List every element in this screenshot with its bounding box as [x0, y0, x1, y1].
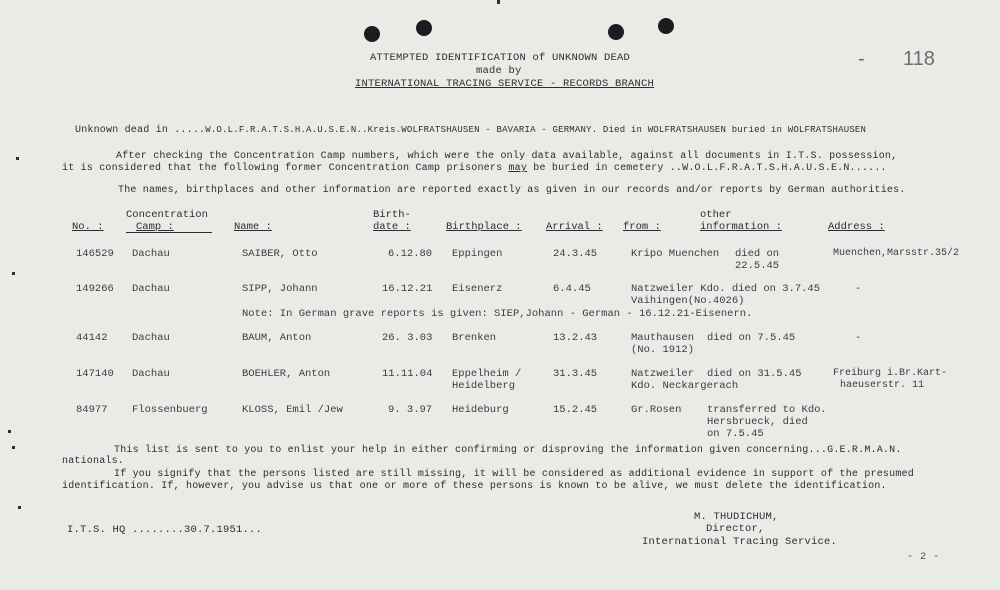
footer-paragraph-3-line2: nationals.: [62, 456, 125, 467]
header-birthdate: date :: [373, 221, 411, 233]
row4-birthplace: Eppelheim /: [452, 368, 522, 380]
signer-title: Director,: [706, 523, 765, 535]
page-mark: -: [858, 48, 865, 70]
unknown-dead-location: W.O.L.F.R.A.T.S.H.A.U.S.E.N..Kreis.WOLFRATSHAUSEN - BAVARIA - GERMANY. Died in WOLFRATSHAUSEN buried in WOLFRATSHAUSEN: [205, 125, 867, 135]
row1-birthplace: Eppingen: [452, 248, 503, 260]
row2-note: Note: In German grave reports is given: SIEP,Johann - German - 16.12.21-Eisenern.: [242, 308, 753, 320]
row1-no: 146529: [76, 248, 114, 260]
row3-info2: (No. 1912): [631, 344, 695, 356]
row3-name: BAUM, Anton: [242, 332, 312, 344]
page-footer-number: - 2 -: [907, 551, 940, 563]
margin-mark-4: [12, 446, 15, 449]
header-camp-top: Concentration: [126, 209, 208, 221]
punch-hole-2: [416, 20, 432, 36]
header-other: information :: [700, 221, 782, 233]
row1-info2: 22.5.45: [735, 260, 780, 272]
margin-mark-3: [8, 430, 11, 433]
intro-line2-prefix: it is considered that the following former Concentration Camp prisoners: [62, 163, 509, 174]
row2-name: SIPP, Johann: [242, 283, 318, 295]
unknown-dead-label: Unknown dead in .....: [75, 125, 206, 136]
row4-no: 147140: [76, 368, 114, 380]
header-from: from :: [623, 221, 661, 233]
row2-arrival: 6.4.45: [553, 283, 591, 295]
row5-from: Gr.Rosen: [631, 404, 682, 416]
row4-from: Natzweiler: [631, 368, 695, 380]
row4-address2: haeuserstr. 11: [840, 380, 925, 391]
row5-arrival: 15.2.45: [553, 404, 598, 416]
row1-camp: Dachau: [132, 248, 170, 260]
margin-mark-1: [16, 157, 19, 160]
header-organization: INTERNATIONAL TRACING SERVICE - RECORDS BRANCH: [355, 78, 655, 90]
row2-address: -: [855, 283, 862, 295]
row2-info1: Vaihingen(No.4026): [631, 295, 745, 307]
header-other-top: other: [700, 209, 732, 221]
row3-no: 44142: [76, 332, 108, 344]
punch-hole-3: [608, 24, 624, 40]
top-mark: [497, 0, 500, 4]
intro-paragraph-line2: [62, 163, 887, 174]
header-title: ATTEMPTED IDENTIFICATION of UNKNOWN DEAD: [370, 52, 631, 64]
row2-from: Natzweiler Kdo. died on 3.7.45: [631, 283, 821, 295]
signer-organization: International Tracing Service.: [642, 536, 838, 548]
hq-date: I.T.S. HQ ........30.7.1951...: [67, 524, 263, 536]
row5-birthplace: Heideburg: [452, 404, 509, 416]
page-number: 118: [903, 48, 935, 70]
row2-camp: Dachau: [132, 283, 170, 295]
row5-camp: Flossenbuerg: [132, 404, 208, 416]
header-birthdate-top: Birth-: [373, 209, 411, 221]
header-camp: Camp :: [136, 221, 174, 233]
camp-underline: [126, 222, 212, 233]
row1-address: Muenchen,Marsstr.35/2: [833, 248, 960, 259]
intro-line2-suffix: be buried in cemetery ..W.O.L.F.R.A.T.S.H.A.U.S.E.N......: [527, 163, 887, 174]
row5-name: KLOSS, Emil /Jew: [242, 404, 343, 416]
header-address: Address :: [828, 221, 885, 233]
row2-no: 149266: [76, 283, 114, 295]
header-arrival: Arrival :: [546, 221, 603, 233]
punch-hole-1: [364, 26, 380, 42]
punch-hole-4: [658, 18, 674, 34]
intro-paragraph-2: The names, birthplaces and other information are reported exactly as given in our records and/or reports by German authorities.: [118, 185, 906, 196]
row3-birthdate: 26. 3.03: [382, 332, 433, 344]
row4-info2: Kdo. Neckargerach: [631, 380, 739, 392]
row4-birthdate: 11.11.04: [382, 368, 433, 380]
row5-info1: transferred to Kdo.: [707, 404, 827, 416]
unknown-dead-line: [75, 125, 866, 136]
row4-name: BOEHLER, Anton: [242, 368, 331, 380]
row3-camp: Dachau: [132, 332, 170, 344]
signer-name: M. THUDICHUM,: [694, 511, 779, 523]
row1-info1: died on: [735, 248, 780, 260]
row4-arrival: 31.3.45: [553, 368, 598, 380]
header-made-by: made by: [476, 65, 522, 77]
row3-address: -: [855, 332, 862, 344]
row4-address: Freiburg i.Br.Kart-: [833, 368, 948, 379]
row1-from: Kripo Muenchen: [631, 248, 720, 260]
row3-arrival: 13.2.43: [553, 332, 598, 344]
row3-info1: died on 7.5.45: [707, 332, 796, 344]
intro-may: may: [508, 163, 528, 174]
intro-paragraph-line1: After checking the Concentration Camp numbers, which were the only data available, against all documents in I.T.S. possession,: [116, 151, 898, 162]
header-birthplace: Birthplace :: [446, 221, 522, 233]
row1-birthdate: 6.12.80: [388, 248, 433, 260]
row4-info1: died on 31.5.45: [707, 368, 802, 380]
header-no: No. :: [72, 221, 104, 233]
row5-info2: Hersbrueck, died: [707, 416, 808, 428]
row4-camp: Dachau: [132, 368, 170, 380]
margin-mark-5: [18, 506, 21, 509]
row2-birthdate: 16.12.21: [382, 283, 433, 295]
footer-paragraph-3-line1: This list is sent to you to enlist your help in either confirming or disproving the information given concerning...G.E.R.M.A.N.: [114, 445, 902, 456]
footer-paragraph-4-line1: If you signify that the persons listed are still missing, it will be considered as additional evidence in support of the presumed: [114, 469, 914, 480]
row5-birthdate: 9. 3.97: [388, 404, 433, 416]
row3-from: Mauthausen: [631, 332, 695, 344]
row4-birthplace2: Heidelberg: [452, 380, 516, 392]
row5-no: 84977: [76, 404, 108, 416]
margin-mark-2: [12, 272, 15, 275]
row1-arrival: 24.3.45: [553, 248, 598, 260]
row3-birthplace: Brenken: [452, 332, 497, 344]
header-name: Name :: [234, 221, 272, 233]
row1-name: SAIBER, Otto: [242, 248, 318, 260]
row5-info3: on 7.5.45: [707, 428, 764, 440]
row2-birthplace: Eisenerz: [452, 283, 503, 295]
footer-paragraph-4-line2: identification. If, however, you advise us that one or more of these persons is known to be alive, we must delete the identification.: [62, 481, 887, 492]
